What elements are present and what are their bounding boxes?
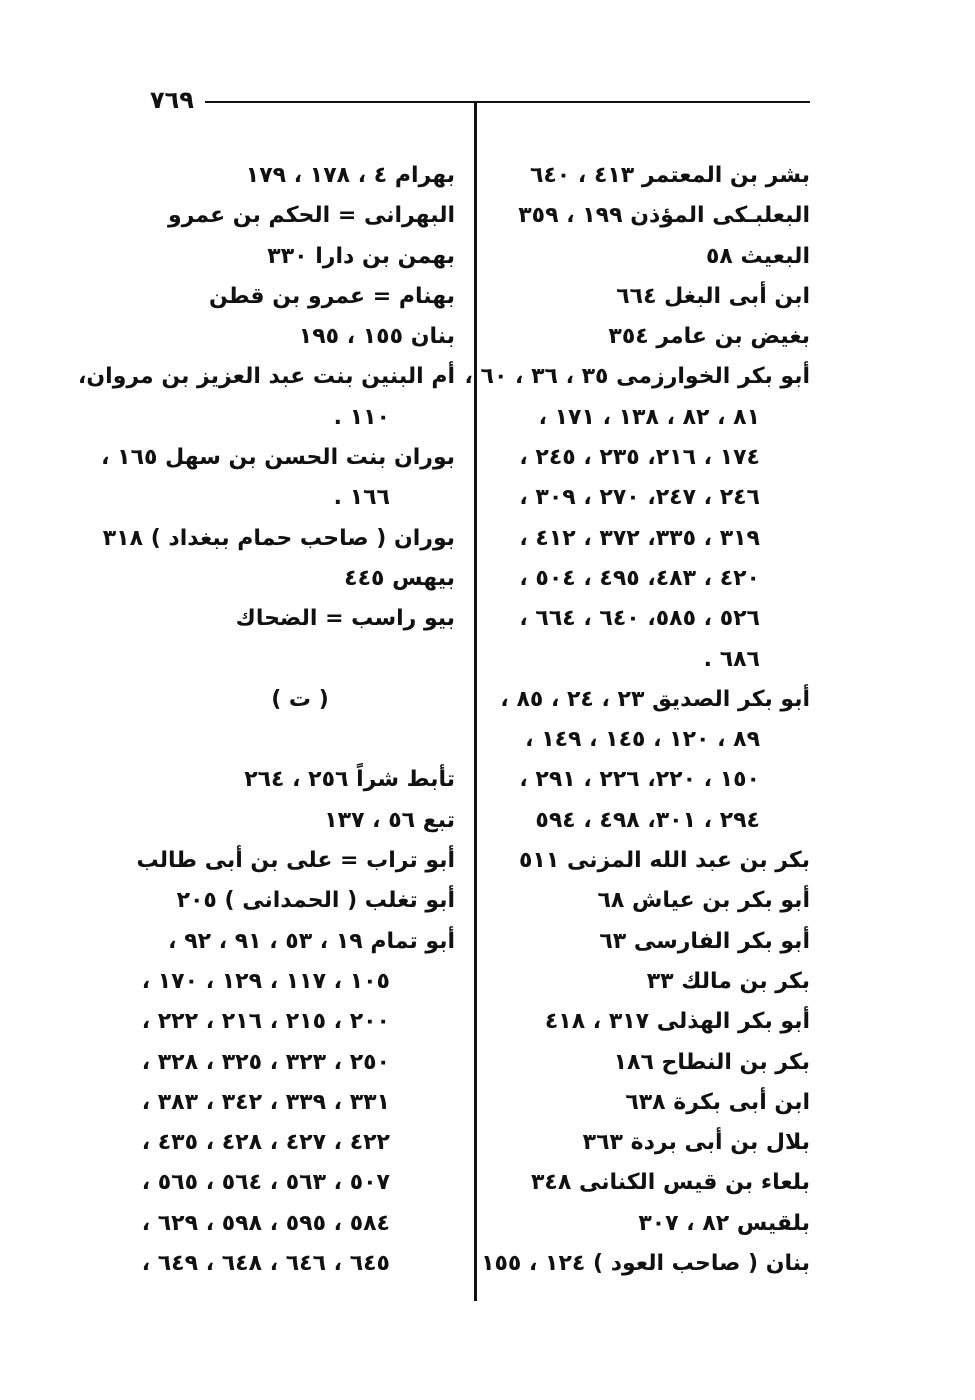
index-entry: بنان ١٥٥ ، ١٩٥ [298,324,455,350]
index-entry: ١٧٤ ، ٢١٦، ٢٣٥ ، ٢٤٥ ، [519,445,760,471]
index-entry: بيهس ٤٤٥ [344,565,455,591]
index-entry: ٣١٩ ، ٣٣٥، ٣٧٢ ، ٤١٢ ، [519,525,760,551]
index-entry: أبو تراب = على بن أبى طالب [136,848,455,874]
index-entry: بكر بن النطاح ١٨٦ [613,1049,810,1075]
index-entry: البعيث ٥٨ [706,243,810,269]
index-entry: أبو بكر الصديق ٢٣ ، ٢٤ ، ٨٥ ، [500,686,810,712]
index-entry: بلقيس ٨٢ ، ٣٠٧ [638,1210,810,1236]
index-entry [145,640,455,680]
index-entry: بهمن بن دارا ٣٣٠ [267,243,455,269]
index-entry: ابن أبى البغل ٦٦٤ [616,283,810,309]
index-entry: ٦٤٥ ، ٦٤٦ ، ٦٤٨ ، ٦٤٩ ، [141,1251,390,1277]
index-entry: ٨٩ ، ١٢٠ ، ١٤٥ ، ١٤٩ ، [525,727,760,753]
index-entry: بيو راسب = الضحاك [235,606,455,632]
index-entry: ٨١ ، ٨٢ ، ١٣٨ ، ١٧١ ، [538,404,760,430]
index-entry: بغيض بن عامر ٣٥٤ [608,324,810,350]
column-divider [474,101,477,1301]
index-column-right [464,156,810,1284]
index-entry: البهرانى = الحكم بن عمرو [167,203,455,229]
index-entry: ابن أبى بكرة ٦٣٨ [625,1089,810,1115]
index-entry: بلال بن أبى بردة ٣٦٣ [582,1130,810,1156]
index-entry: ٢٥٠ ، ٣٢٣ ، ٣٢٥ ، ٣٢٨ ، [141,1049,390,1075]
index-entry: تبع ٥٦ ، ١٣٧ [324,807,455,833]
index-entry: ٢٤٦ ، ٢٤٧، ٢٧٠ ، ٣٠٩ ، [519,485,760,511]
index-entry: بهرام ٤ ، ١٧٨ ، ١٧٩ [245,163,455,188]
index-entry: أبو بكر بن عياش ٦٨ [597,888,810,914]
index-column-left [78,156,455,1284]
page-number: ٧٦٩ [150,86,194,114]
index-entry: أبو تمام ١٩ ، ٥٣ ، ٩١ ، ٩٢ ، [168,928,455,954]
index-entry: ٢٩٤ ، ٣٠١، ٤٩٨ ، ٥٩٤ [535,807,760,833]
header-rule [205,101,810,103]
index-entry: أبو بكر الهذلى ٣١٧ ، ٤١٨ [544,1009,810,1035]
index-entry: ٥٠٧ ، ٥٦٣ ، ٥٦٤ ، ٥٦٥ ، [141,1170,390,1196]
index-entry: بهنام = عمرو بن قطن [208,283,455,309]
index-entry: ١٠٥ ، ١١٧ ، ١٢٩ ، ١٧٠ ، [141,968,390,994]
index-entry: ٥٢٦ ، ٥٨٥، ٦٤٠ ، ٦٦٤ ، [519,606,760,632]
index-entry: ٤٢٢ ، ٤٢٧ ، ٤٢٨ ، ٤٣٥ ، [141,1130,390,1156]
index-entry: أبو بكر الخوارزمى ٣٥ ، ٣٦ ، ٦٠ ، [464,364,810,390]
index-entry: ١٦٦ . [333,485,390,511]
index-entry: ٢٠٠ ، ٢١٥ ، ٢١٦ ، ٢٢٢ ، [141,1009,390,1035]
index-entry: ٦٨٦ . [703,646,760,672]
index-entry: ٥٨٤ ، ٥٩٥ ، ٥٩٨ ، ٦٢٩ ، [141,1210,390,1236]
index-entry: بنان ( صاحب العود ) ١٢٤ ، ١٥٥ [481,1251,810,1277]
index-entry: ١١٠ . [333,404,390,430]
index-entry: ٣٣١ ، ٣٣٩ ، ٣٤٢ ، ٣٨٣ ، [141,1089,390,1115]
index-entry: تأبط شراً ٢٥٦ ، ٢٦٤ [244,767,455,793]
index-entry: البعلبـكى المؤذن ١٩٩ ، ٣٥٩ [518,203,810,229]
index-entry: ٤٢٠ ، ٤٨٣، ٤٩٥ ، ٥٠٤ ، [519,565,760,591]
index-entry: أبو تغلب ( الحمدانى ) ٢٠٥ [176,888,455,914]
section-heading: ( ت ) [271,686,329,712]
index-entry: بوران بنت الحسن بن سهل ١٦٥ ، [101,445,455,471]
index-entry: أم البنين بنت عبد العزيز بن مروان، [78,364,455,390]
index-entry: بكر بن مالك ٣٣ [646,968,810,994]
index-entry: بلعاء بن قيس الكنانى ٣٤٨ [531,1170,810,1196]
index-entry: بوران ( صاحب حمام ببغداد ) ٣١٨ [102,525,455,551]
index-entry: أبو بكر الفارسى ٦٣ [599,928,810,954]
index-entry [145,720,455,760]
index-entry: ١٥٠ ، ٢٢٠، ٢٢٦ ، ٢٩١ ، [519,767,760,793]
index-entry: بشر بن المعتمر ٤١٣ ، ٦٤٠ [529,163,810,188]
index-entry: بكر بن عبد الله المزنى ٥١١ [519,848,810,874]
